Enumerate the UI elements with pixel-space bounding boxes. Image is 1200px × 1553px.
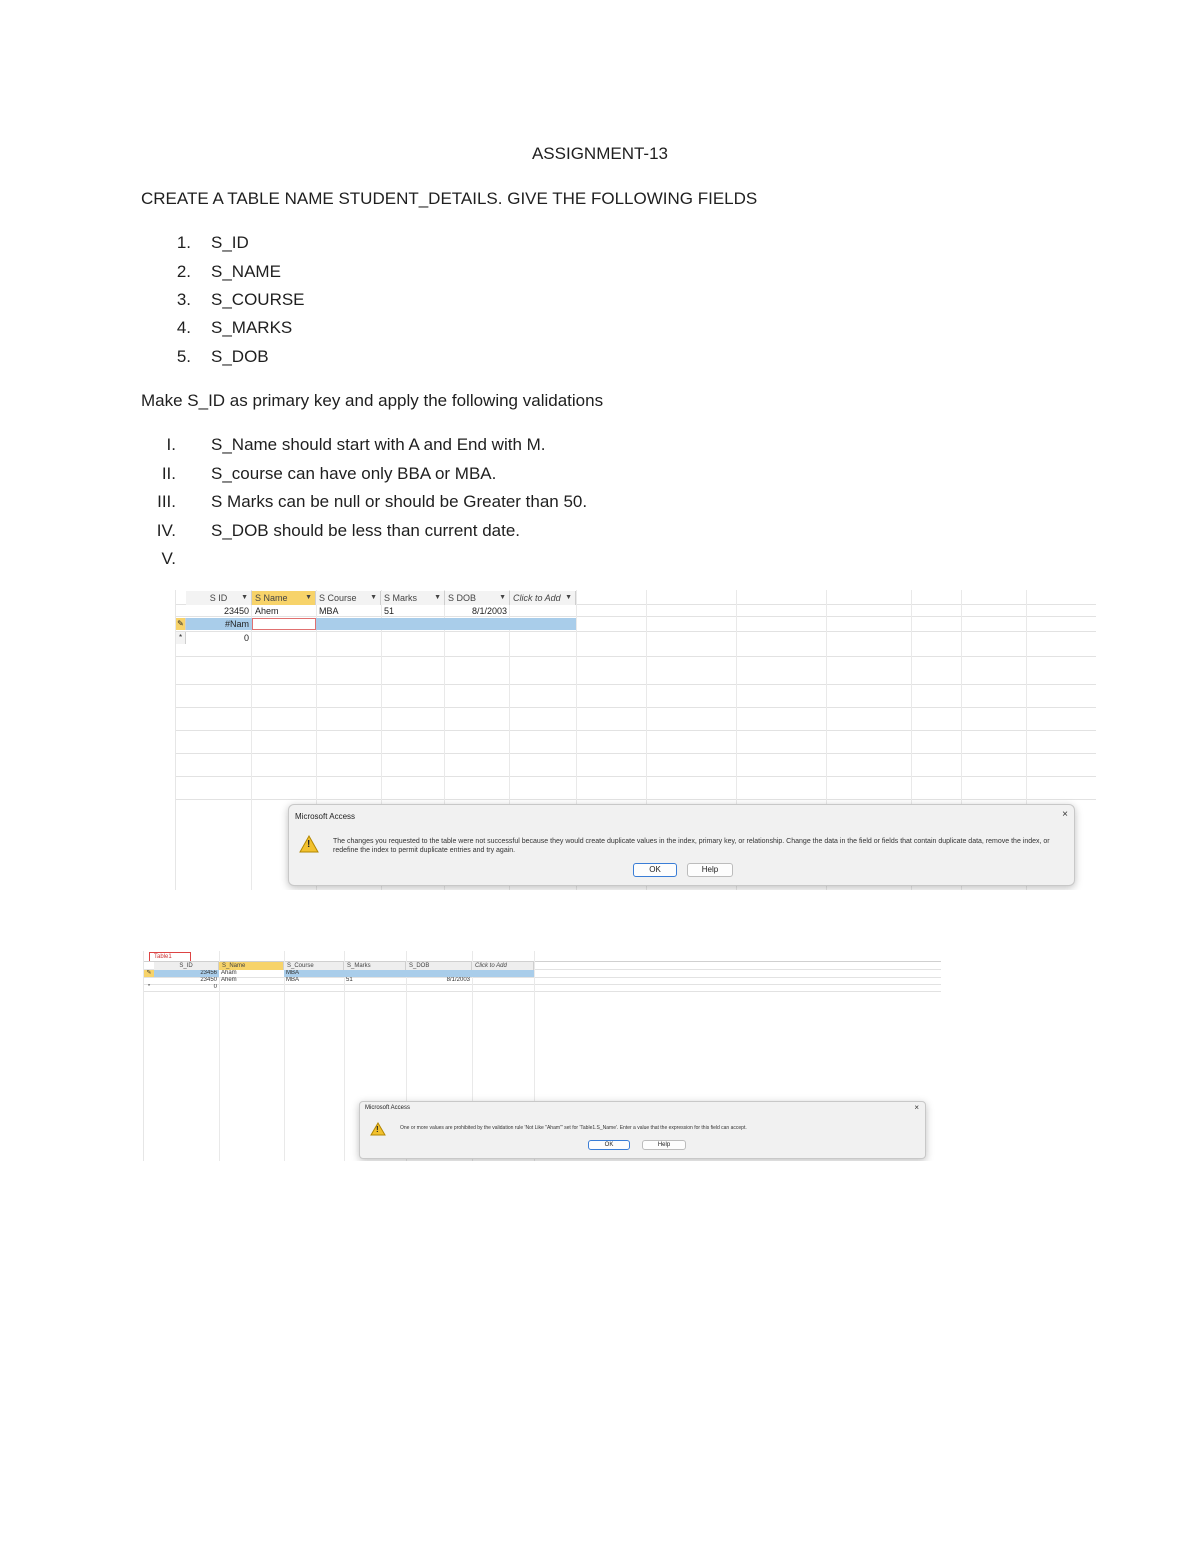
column-label: S DOB: [448, 593, 477, 603]
help-button[interactable]: Help: [687, 863, 733, 877]
error-dialog: [288, 804, 1075, 886]
cell-course[interactable]: MBA: [286, 977, 300, 983]
field-name: S_MARKS: [211, 318, 293, 337]
field-name: S_NAME: [211, 262, 281, 281]
column-label: S Marks: [384, 593, 418, 603]
validation-text: S_course can have only BBA or MBA.: [211, 464, 497, 483]
grid-line: [176, 753, 1096, 754]
cell-id-editing[interactable]: #Nam: [224, 619, 249, 629]
instruction-text: CREATE A TABLE NAME STUDENT_DETAILS. GIVE THE FOLLOWING FIELDS: [141, 189, 758, 208]
cell-marks[interactable]: 51: [384, 606, 395, 616]
column-header-s-dob[interactable]: S_DOB: [406, 962, 472, 970]
dropdown-arrow-icon[interactable]: ▼: [305, 594, 312, 601]
column-label: Click to Add: [513, 593, 561, 603]
access-screenshot-validation-error: [143, 951, 941, 1161]
list-number: III.: [157, 492, 176, 511]
error-dialog: [359, 1101, 926, 1159]
cell-id[interactable]: 23450: [223, 606, 249, 616]
column-header-click-to-add[interactable]: [510, 591, 576, 605]
cell-id[interactable]: 23456: [200, 970, 217, 976]
list-number: II.: [161, 464, 176, 483]
grid-line: [176, 656, 1096, 657]
warning-icon: [299, 835, 319, 858]
dropdown-arrow-icon[interactable]: ▼: [499, 594, 506, 601]
dropdown-arrow-icon[interactable]: ▼: [241, 594, 248, 601]
ok-button[interactable]: OK: [588, 1140, 630, 1150]
dialog-message: The changes you requested to the table were not successful because they would create duplicate values in the index, primary key, or relationship. Change the data in the field or fields that contain duplicate data, remove the index, or redefine the index to permit duplicate entries and try again.: [333, 838, 1050, 854]
warning-glyph: !: [376, 1125, 379, 1134]
page-title: ASSIGNMENT-13: [531, 144, 669, 163]
list-number: 4.: [176, 318, 191, 337]
column-header-s-name[interactable]: [252, 591, 316, 605]
field-name: S_ID: [211, 233, 249, 252]
cell-id[interactable]: 23450: [200, 977, 217, 983]
warning-icon: [370, 1122, 386, 1141]
column-header-s-id[interactable]: [186, 591, 252, 605]
dropdown-arrow-icon[interactable]: ▼: [434, 594, 441, 601]
grid-line: [176, 776, 1096, 777]
cell-id[interactable]: 0: [243, 633, 249, 643]
list-number: 5.: [176, 347, 191, 366]
cell-dob[interactable]: 8/1/2003: [446, 977, 470, 983]
warning-glyph: !: [307, 839, 311, 850]
grid-line: [176, 799, 1096, 800]
field-name: S_DOB: [211, 347, 269, 366]
column-header-s-dob[interactable]: [445, 591, 510, 605]
ok-button[interactable]: OK: [633, 863, 677, 877]
dropdown-arrow-icon[interactable]: ▼: [565, 594, 572, 601]
field-name: S_COURSE: [211, 290, 305, 309]
cell-course[interactable]: MBA: [286, 970, 300, 976]
cell-dob[interactable]: 8/1/2003: [471, 606, 507, 616]
cell-marks[interactable]: 51: [346, 977, 353, 983]
list-number: IV.: [156, 521, 176, 540]
validation-text: S Marks can be null or should be Greater than 50.: [211, 492, 588, 511]
cell-name[interactable]: Ahem: [221, 977, 237, 983]
dialog-title: Microsoft Access: [295, 812, 356, 821]
column-header-s-name[interactable]: S_Name: [219, 962, 284, 970]
close-icon[interactable]: ×: [914, 1103, 919, 1112]
cell-course[interactable]: MBA: [319, 606, 339, 616]
list-number: 2.: [176, 262, 191, 281]
column-header-s-course[interactable]: [316, 591, 381, 605]
grid-line: [176, 684, 1096, 685]
row-selector-pencil-icon[interactable]: ✎: [176, 618, 186, 630]
grid-line: [176, 730, 1096, 731]
grid-line: [176, 707, 1096, 708]
cell-name-editing[interactable]: [252, 618, 316, 630]
list-number: V.: [161, 549, 176, 568]
grid-line: [144, 991, 941, 992]
column-label: S Course: [319, 593, 357, 603]
validation-intro: Make S_ID as primary key and apply the following validations: [141, 391, 604, 410]
list-number: 3.: [176, 290, 191, 309]
column-header-s-course[interactable]: S_Course: [284, 962, 344, 970]
cell-name[interactable]: Aham: [219, 970, 284, 977]
column-header-click-to-add[interactable]: Click to Add: [472, 962, 534, 970]
access-screenshot-duplicate-error: [175, 590, 1096, 890]
column-label: S ID: [209, 593, 228, 603]
row-selector-pencil-icon[interactable]: ✎: [144, 970, 154, 977]
help-button[interactable]: Help: [642, 1140, 686, 1150]
list-number: 1.: [176, 233, 191, 252]
table-tab[interactable]: Table1: [149, 952, 191, 961]
grid-line: [144, 984, 941, 985]
column-header-s-marks[interactable]: S_Marks: [344, 962, 406, 970]
cell-name[interactable]: Ahem: [255, 606, 279, 616]
row-selector-new-icon[interactable]: *: [176, 632, 186, 644]
cell-id[interactable]: 0: [213, 984, 217, 990]
dialog-message: One or more values are prohibited by the validation rule 'Not Like "Aham"' set for 'Table1.S_Name'. Enter a value that the expression for this field can accept.: [400, 1125, 747, 1131]
column-label: S Name: [255, 593, 288, 603]
row-selector-new-icon[interactable]: *: [147, 984, 151, 990]
dialog-title: Microsoft Access: [365, 1105, 411, 1111]
column-header-s-marks[interactable]: [381, 591, 445, 605]
validation-text: S_DOB should be less than current date.: [211, 521, 521, 540]
column-header-s-id[interactable]: S_ID: [154, 962, 219, 970]
list-number: I.: [166, 435, 176, 454]
dropdown-arrow-icon[interactable]: ▼: [370, 594, 377, 601]
close-icon[interactable]: ×: [1062, 809, 1068, 820]
validation-text: S_Name should start with A and End with M.: [211, 435, 546, 454]
grid-line: [176, 631, 1096, 632]
